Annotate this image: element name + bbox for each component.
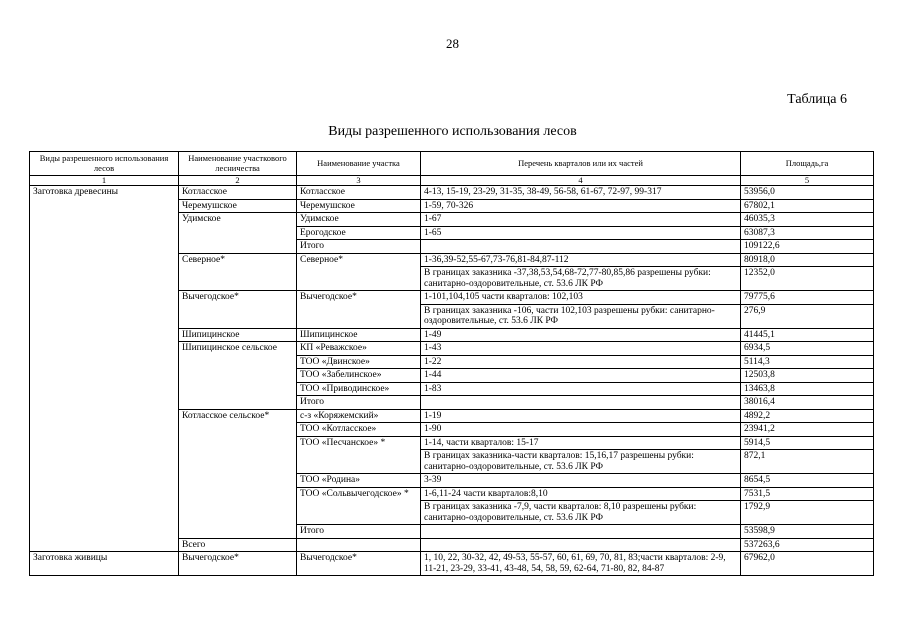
quarters-cell [421, 396, 741, 410]
plot-cell: ТОО «Песчанское» * [297, 436, 421, 474]
quarters-cell: 1-36,39-52,55-67,73-76,81-84,87-112 [421, 253, 741, 267]
quarters-cell: 1-67 [421, 213, 741, 227]
quarters-cell [421, 240, 741, 254]
quarters-cell: 1-59, 70-326 [421, 199, 741, 213]
area-cell: 7531,5 [741, 487, 874, 501]
area-cell: 79775,6 [741, 291, 874, 305]
quarters-cell [421, 525, 741, 539]
column-number: 4 [421, 176, 741, 186]
area-cell: 537263,6 [741, 538, 874, 552]
subtotal-label: Итого [297, 240, 421, 254]
forestry-cell: Шипицинское сельское [179, 342, 297, 410]
plot-cell: ТОО «Сольвычегодское» * [297, 487, 421, 525]
forestry-cell: Вычегодское* [179, 552, 297, 576]
plot-cell: ТОО «Приводинское» [297, 382, 421, 396]
column-number: 3 [297, 176, 421, 186]
quarters-cell: 1-49 [421, 328, 741, 342]
quarters-cell: В границах заказника-части кварталов: 15,16,17 разрешены рубки: санитарно-оздоровительные, ст. 53.6 ЛК РФ [421, 450, 741, 474]
header-area: Площадь,га [741, 152, 874, 176]
area-cell: 53598,9 [741, 525, 874, 539]
plot-cell: КП «Реважское» [297, 342, 421, 356]
plot-cell: Вычегодское* [297, 291, 421, 329]
area-cell: 67802,1 [741, 199, 874, 213]
area-cell: 1792,9 [741, 501, 874, 525]
quarters-cell: 1-44 [421, 369, 741, 383]
table-header-row [30, 152, 874, 176]
plot-cell: ТОО «Родина» [297, 474, 421, 488]
column-number: 2 [179, 176, 297, 186]
use-type-cell: Заготовка живицы [30, 552, 179, 576]
subtotal-label: Итого [297, 525, 421, 539]
plot-cell: с-з «Коряжемский» [297, 409, 421, 423]
area-cell: 63087,3 [741, 226, 874, 240]
table-label: Таблица 6 [787, 92, 847, 107]
quarters-cell [421, 538, 741, 552]
area-cell: 8654,5 [741, 474, 874, 488]
area-cell: 13463,8 [741, 382, 874, 396]
quarters-cell: 1-6,11-24 части кварталов:8,10 [421, 487, 741, 501]
plot-cell: ТОО «Котласское» [297, 423, 421, 437]
forestry-cell: Котласское сельское* [179, 409, 297, 538]
area-cell: 5114,3 [741, 355, 874, 369]
header-forestry: Наименование участкового лесничества [179, 152, 297, 176]
total-label: Всего [179, 538, 297, 552]
quarters-cell: 3-39 [421, 474, 741, 488]
forestry-cell: Черемушское [179, 199, 297, 213]
header-use-type: Виды разрешенного использования лесов [30, 152, 179, 176]
subtotal-label: Итого [297, 396, 421, 410]
area-cell: 109122,6 [741, 240, 874, 254]
plot-cell: Северное* [297, 253, 421, 291]
area-cell: 276,9 [741, 304, 874, 328]
table-row [30, 186, 874, 200]
plot-cell: ТОО «Двинское» [297, 355, 421, 369]
header-quarters: Перечень кварталов или их частей [421, 152, 741, 176]
quarters-cell: 1-19 [421, 409, 741, 423]
plot-cell: ТОО «Забелинское» [297, 369, 421, 383]
area-cell: 23941,2 [741, 423, 874, 437]
area-cell: 12352,0 [741, 267, 874, 291]
area-cell: 6934,5 [741, 342, 874, 356]
quarters-cell: В границах заказника -7,9, части кварталов: 8,10 разрешены рубки: санитарно-оздоровительные, ст. 53.6 ЛК РФ [421, 501, 741, 525]
area-cell: 12503,8 [741, 369, 874, 383]
quarters-cell: 4-13, 15-19, 23-29, 31-35, 38-49, 56-58, 61-67, 72-97, 99-317 [421, 186, 741, 200]
quarters-cell: 1-83 [421, 382, 741, 396]
quarters-cell: 1-101,104,105 части кварталов: 102,103 [421, 291, 741, 305]
forestry-cell: Шипицинское [179, 328, 297, 342]
quarters-cell: 1, 10, 22, 30-32, 42, 49-53, 55-57, 60, 61, 69, 70, 81, 83;части кварталов: 2-9, 11-21, 23-29, 33-41, 43-48, 54, 58, 59, 62-64, 71-80, 82, 84-87 [421, 552, 741, 576]
plot-cell: Котласское [297, 186, 421, 200]
quarters-cell: 1-14, части кварталов: 15-17 [421, 436, 741, 450]
area-cell: 46035,3 [741, 213, 874, 227]
plot-cell: Шипицинское [297, 328, 421, 342]
area-cell: 41445,1 [741, 328, 874, 342]
plot-cell: Удимское [297, 213, 421, 227]
forestry-cell: Котласское [179, 186, 297, 200]
area-cell: 38016,4 [741, 396, 874, 410]
header-plot: Наименование участка [297, 152, 421, 176]
forestry-cell: Вычегодское* [179, 291, 297, 329]
area-cell: 80918,0 [741, 253, 874, 267]
area-cell: 4892,2 [741, 409, 874, 423]
area-cell: 5914,5 [741, 436, 874, 450]
plot-cell: Вычегодское* [297, 552, 421, 576]
column-number: 1 [30, 176, 179, 186]
quarters-cell: В границах заказника -106, части 102,103 разрешены рубки: санитарно-оздоровительные, ст. 53.6 ЛК РФ [421, 304, 741, 328]
table-row [30, 552, 874, 576]
plot-cell [297, 538, 421, 552]
area-cell: 872,1 [741, 450, 874, 474]
quarters-cell: 1-65 [421, 226, 741, 240]
page-number: 28 [446, 36, 459, 51]
forest-use-table [29, 151, 874, 576]
quarters-cell: В границах заказника -37,38,53,54,68-72,77-80,85,86 разрешены рубки: санитарно-оздоровительные, ст. 53.6 ЛК РФ [421, 267, 741, 291]
forestry-cell: Удимское [179, 213, 297, 254]
column-number-row [30, 176, 874, 186]
quarters-cell: 1-90 [421, 423, 741, 437]
area-cell: 67962,0 [741, 552, 874, 576]
plot-cell: Черемушское [297, 199, 421, 213]
area-cell: 53956,0 [741, 186, 874, 200]
plot-cell: Ерогодское [297, 226, 421, 240]
column-number: 5 [741, 176, 874, 186]
quarters-cell: 1-22 [421, 355, 741, 369]
table-title: Виды разрешенного использования лесов [328, 124, 577, 139]
use-type-cell: Заготовка древесины [30, 186, 179, 552]
quarters-cell: 1-43 [421, 342, 741, 356]
forestry-cell: Северное* [179, 253, 297, 291]
